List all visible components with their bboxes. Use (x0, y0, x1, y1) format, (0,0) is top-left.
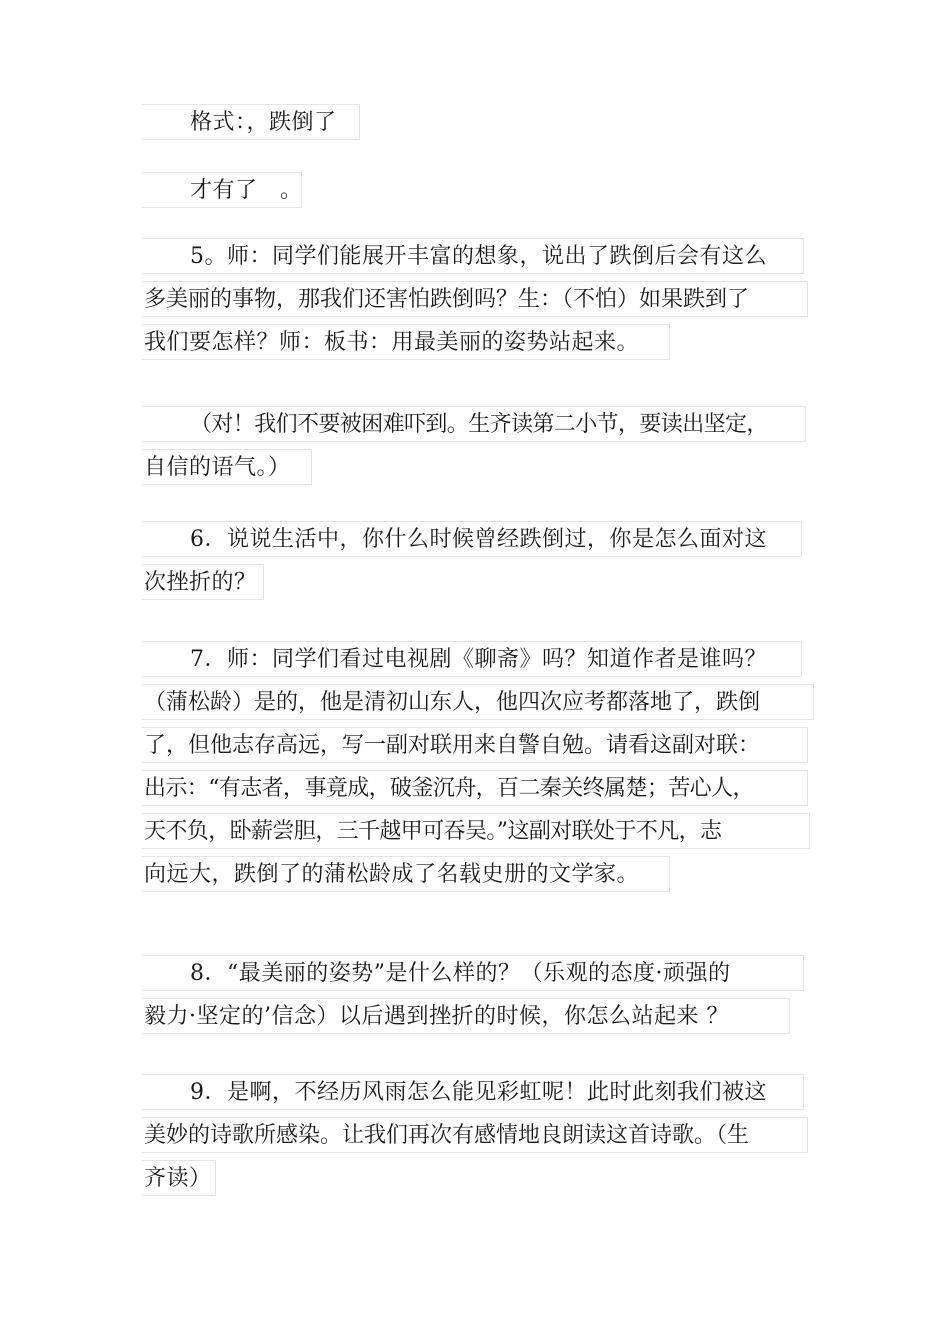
text-line: 了，但他志存高远，写一副对联用来自警自勉。请看这副对联： (142, 727, 808, 763)
text-line: 次挫折的？ (142, 564, 264, 600)
paragraph-result (142, 172, 822, 215)
text-line: 向远大，跌倒了的蒲松龄成了名载史册的文学家。 (142, 856, 670, 892)
paragraph-step-8 (142, 955, 822, 1041)
text-line: 美妙的诗歌所感染。让我们再次有感情地良朗读这首诗歌。（生 (142, 1117, 808, 1153)
paragraph-step-5 (142, 238, 822, 367)
paragraph-note (142, 406, 822, 492)
paragraph-step-7 (142, 641, 822, 899)
text-line: 5。师：同学们能展开丰富的想象，说出了跌倒后会有这么 (142, 238, 804, 274)
text-line: 7．师：同学们看过电视剧《聊斋》吗？知道作者是谁吗？ (142, 641, 802, 677)
text-line: 我们要怎样？师：板书：用最美丽的姿势站起来。 (142, 324, 670, 360)
paragraph-step-6 (142, 521, 822, 607)
text-line: （蒲松龄）是的，他是清初山东人，他四次应考都落地了，跌倒 (142, 684, 814, 720)
text-line: 格式：，跌倒了 (142, 104, 360, 140)
text-line: 天不负，卧薪尝胆，三千越甲可吞吴。”这副对联处于不凡，志 (142, 813, 810, 849)
text-line: 毅力·坚定的’信念）以后遇到挫折的时候，你怎么站起来 ？ (142, 998, 790, 1034)
text-line: 齐读） (142, 1160, 216, 1196)
text-line: 出示：“有志者，事竟成，破釜沉舟，百二秦关终属楚；苦心人， (142, 770, 808, 806)
text-line: 多美丽的事物，那我们还害怕跌倒吗？生：（不怕）如果跌到了 (142, 281, 808, 317)
text-line: 自信的语气。） (142, 449, 312, 485)
paragraph-format (142, 104, 822, 147)
paragraph-step-9 (142, 1074, 822, 1203)
text-line: 9．是啊，不经历风雨怎么能见彩虹呢！此时此刻我们被这 (142, 1074, 804, 1110)
text-line: （对！我们不要被困难吓到。生齐读第二小节，要读出坚定， (142, 406, 806, 442)
text-line: 才有了 。 (142, 172, 302, 208)
text-line: 8．“最美丽的姿势”是什么样的？（乐观的态度·顽强的 (142, 955, 804, 991)
text-line: 6．说说生活中，你什么时候曾经跌倒过，你是怎么面对这 (142, 521, 802, 557)
